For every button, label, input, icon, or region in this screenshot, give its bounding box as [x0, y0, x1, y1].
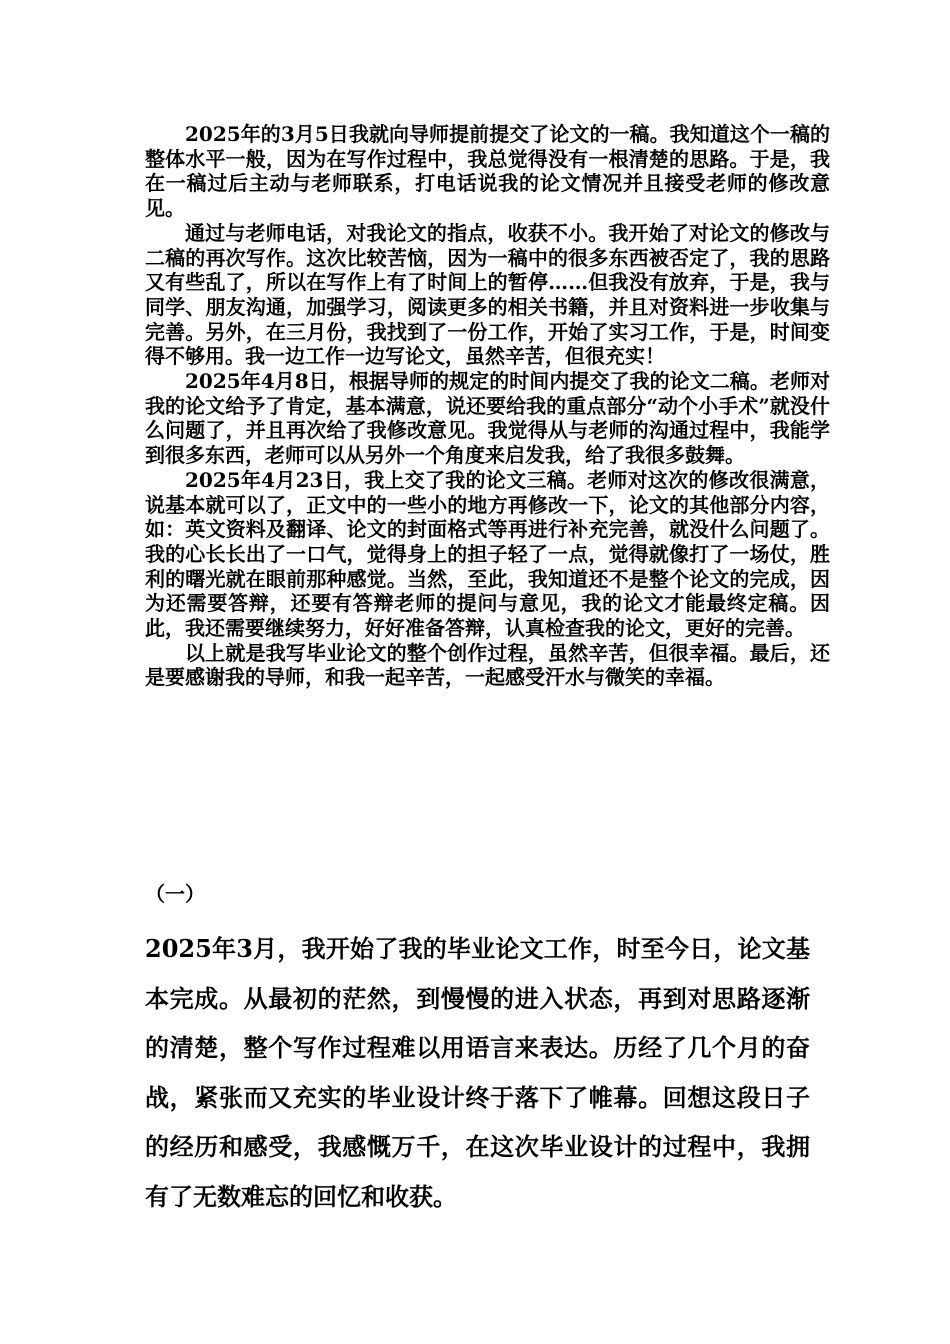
- paragraph-third-draft: 2025年4月23日，我上交了我的论文三稿。老师对这次的修改很满意，说基本就可以了，正文中的一些小的地方再修改一下，论文的其他部分内容，如：英文资料及翻译、论文的封面格式等再进行补充完善，就没什么问题了。我的心长长出了一口气，觉得身上的担子轻了一点，觉得就像打了一场仗，胜利的曙光就在眼前那种感觉。当然，至此，我知道还不是整个论文的完成，因为还需要答辩，还要有答辩老师的提问与意见，我的论文才能最终定稿。因此，我还需要继续努力，好好准备答辩，认真检查我的论文，更好的完善。: [145, 467, 830, 641]
- paragraph-first-draft: 2025年的3月5日我就向导师提前提交了论文的一稿。我知道这个一稿的整体水平一般，因为在写作过程中，我总觉得没有一根清楚的思路。于是，我在一稿过后主动与老师联系，打电话说我的论文情况并且接受老师的修改意见。: [145, 122, 830, 221]
- section-heading: （一）: [145, 882, 205, 906]
- section-paragraph: 2025年3月，我开始了我的毕业论文工作，时至今日，论文基本完成。从最初的茫然，到慢慢的进入状态，再到对思路逐渐的清楚，整个写作过程难以用语言来表达。历经了几个月的奋战，紧张而又充实的毕业设计终于落下了帷幕。回想这段日子的经历和感受，我感慨万千，在这次毕业设计的过程中，我拥有了无数难忘的回忆和收获。: [145, 934, 810, 1211]
- paragraph-conclusion: 以上就是我写毕业论文的整个创作过程，虽然辛苦，但很幸福。最后，还是要感谢我的导师，和我一起辛苦，一起感受汗水与微笑的幸福。: [145, 640, 830, 690]
- body-text-block: [145, 122, 830, 690]
- paragraph-second-draft-work: 通过与老师电话，对我论文的指点，收获不小。我开始了对论文的修改与二稿的再次写作。这次比较苦恼，因为一稿中的很多东西被否定了，我的思路又有些乱了，所以在写作上有了时间上的暂停……但我没有放弃，于是，我与同学、朋友沟通，加强学习，阅读更多的相关书籍，并且对资料进一步收集与完善。另外，在三月份，我找到了一份工作，开始了实习工作，于是，时间变得不够用。我一边工作一边写论文，虽然辛苦，但很充实！: [145, 220, 830, 369]
- paragraph-second-draft-submit: 2025年4月8日，根据导师的规定的时间内提交了我的论文二稿。老师对我的论文给予了肯定，基本满意，说还要给我的重点部分“动个小手术”就没什么问题了，并且再次给了我修改意见。我觉得从与老师的沟通过程中，我能学到很多东西，老师可以从另外一个角度来启发我，给了我很多鼓舞。: [145, 369, 830, 468]
